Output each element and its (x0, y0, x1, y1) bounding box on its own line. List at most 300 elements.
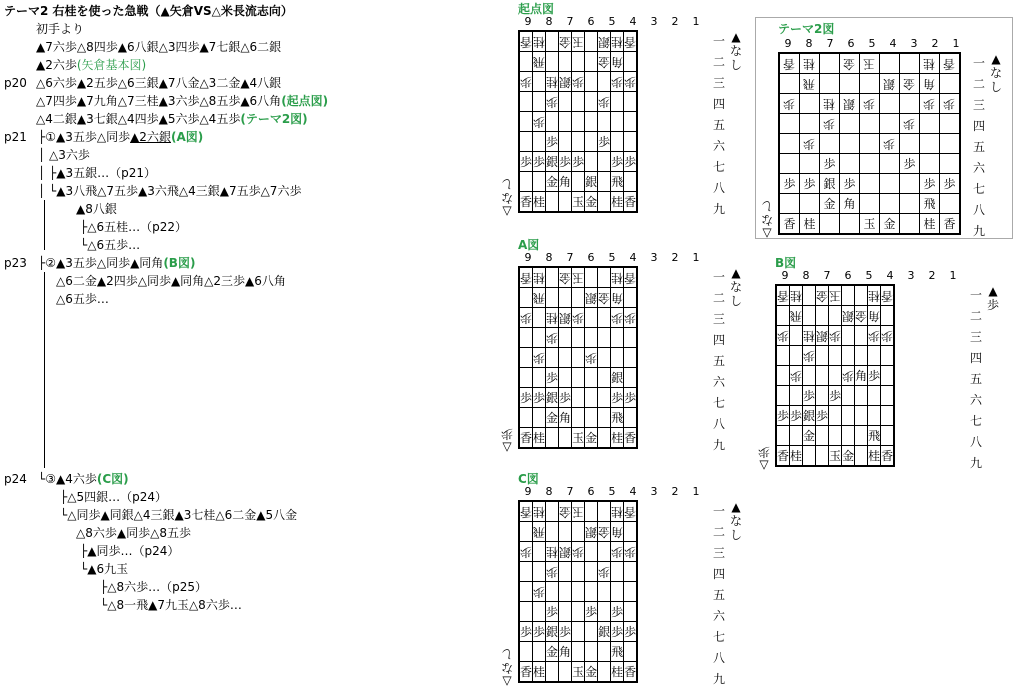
board-square (624, 308, 638, 328)
board-square (533, 112, 546, 132)
column-label: 6 (587, 15, 595, 28)
row-label: 六 (712, 139, 725, 153)
sente-pawn: 歩 (816, 408, 829, 423)
sente-gold: 金 (823, 196, 836, 211)
gote-lance: 香 (881, 288, 894, 303)
hand-char: な (989, 66, 1002, 80)
board-square (624, 72, 638, 92)
board-square-empty (881, 306, 895, 326)
board-square-empty (816, 346, 829, 366)
gote-lance: 香 (520, 270, 533, 285)
sente-pawn: 歩 (624, 390, 637, 405)
board-square (519, 152, 533, 172)
board-square (881, 326, 895, 346)
sente-knight: 桂 (611, 194, 624, 209)
row-label: 五 (712, 118, 725, 132)
column-label: 5 (608, 15, 616, 28)
board-square (803, 386, 816, 406)
board-square-empty (829, 406, 842, 426)
board-square (533, 348, 546, 368)
board-square-empty (840, 74, 860, 94)
sente-pawn: 歩 (823, 156, 836, 171)
board-square (519, 542, 533, 562)
column-label: 2 (931, 37, 939, 50)
diagram-ref: (C図) (96, 472, 129, 486)
board-square (816, 406, 829, 426)
board-square-empty (572, 92, 585, 112)
gote-pawn: 歩 (863, 96, 876, 111)
gote-silver: 銀 (816, 328, 829, 343)
sente-king: 玉 (829, 448, 842, 463)
sente-pawn: 歩 (546, 134, 559, 149)
board-square-empty (585, 31, 598, 52)
board-square (624, 622, 638, 642)
board-square (559, 408, 572, 428)
board-square-empty (546, 522, 559, 542)
board-square-empty (611, 582, 624, 602)
board-square (546, 542, 559, 562)
board-square (572, 308, 585, 328)
board-square (829, 326, 842, 346)
sente-bishop: 角 (843, 196, 856, 211)
gote-lance: 香 (624, 270, 637, 285)
gote-pawn: 歩 (585, 350, 598, 365)
board-square-empty (829, 306, 842, 326)
column-label: 3 (910, 37, 918, 50)
board-square-empty (546, 52, 559, 72)
board-square (546, 388, 559, 408)
sente-knight: 桂 (790, 448, 803, 463)
board-square-empty (840, 214, 860, 235)
sente-pawn: 歩 (520, 154, 533, 169)
column-label: 4 (629, 251, 637, 264)
board-square-empty (920, 114, 940, 134)
row-label: 五 (712, 354, 725, 368)
board-square-empty (519, 522, 533, 542)
board-square-empty (820, 214, 840, 235)
board-square (572, 501, 585, 522)
row-label: 四 (712, 567, 725, 581)
board-square (519, 428, 533, 449)
board-square-empty (900, 174, 920, 194)
board-square-empty (855, 386, 868, 406)
board-square-empty (624, 52, 638, 72)
board-square-empty (546, 267, 559, 288)
board-square (546, 328, 559, 348)
gote-knight: 桂 (533, 34, 546, 49)
board-square-empty (519, 172, 533, 192)
board-square-empty (842, 326, 855, 346)
board-square (940, 53, 961, 74)
board-square-empty (624, 408, 638, 428)
board-square (790, 406, 803, 426)
board-square (881, 446, 895, 467)
gote-bishop: 角 (611, 54, 624, 69)
board-square-empty (860, 74, 880, 94)
board-square-empty (572, 408, 585, 428)
board-square (585, 348, 598, 368)
board-square (776, 285, 790, 306)
move-text: ▲2六銀 (130, 130, 171, 144)
board-square-empty (920, 154, 940, 174)
board-square (533, 267, 546, 288)
board-square (533, 522, 546, 542)
board-square-empty (585, 501, 598, 522)
row-label: 三 (712, 546, 725, 560)
board-square-empty (820, 134, 840, 154)
board-square (860, 53, 880, 74)
board-square (855, 366, 868, 386)
sente-pawn: 歩 (546, 370, 559, 385)
move-text: △4二銀▲3七銀△4四歩▲5六歩△4五歩 (36, 112, 241, 126)
hand-char: し (729, 294, 742, 308)
board-square-empty (585, 112, 598, 132)
board-square (559, 542, 572, 562)
board-square (611, 52, 624, 72)
board-square-empty (572, 582, 585, 602)
sente-pawn: 歩 (624, 624, 637, 639)
gote-pawn: 歩 (546, 94, 559, 109)
gote-pawn: 歩 (923, 96, 936, 111)
sente-pawn: 歩 (624, 154, 637, 169)
gote-knight: 桂 (823, 96, 836, 111)
sente-pawn: 歩 (585, 604, 598, 619)
row-label: 一 (969, 288, 982, 302)
move-line: └△同歩▲同銀△4三銀▲3七桂△6二金▲5八金 (60, 508, 298, 522)
gote-pawn: 歩 (546, 330, 559, 345)
board-square-empty (585, 72, 598, 92)
shogi-board (518, 30, 638, 213)
column-label: 2 (928, 269, 936, 282)
board-square (572, 72, 585, 92)
board-square-empty (598, 602, 611, 622)
board-square-empty (585, 388, 598, 408)
sente-silver: 銀 (546, 624, 559, 639)
board-square-empty (880, 94, 900, 114)
board-square (611, 388, 624, 408)
sente-bishop: 角 (559, 410, 572, 425)
sente-pawn: 歩 (611, 604, 624, 619)
row-label: 四 (969, 351, 982, 365)
board-square-empty (790, 346, 803, 366)
move-line: │ ├▲3五銀…（p21） (38, 166, 157, 180)
hand-char: し (729, 58, 742, 72)
board-square-empty (559, 92, 572, 112)
board-square (855, 306, 868, 326)
gote-pawn: 歩 (598, 564, 611, 579)
row-label: 五 (972, 140, 985, 154)
board-square (868, 285, 881, 306)
board-square (776, 406, 790, 426)
hand-char: な (729, 514, 742, 528)
board-square-empty (803, 446, 816, 467)
board-square-empty (559, 368, 572, 388)
board-square-empty (519, 328, 533, 348)
board-square-empty (585, 542, 598, 562)
column-label: 8 (802, 269, 810, 282)
hand-char: し (501, 647, 514, 661)
board-square (920, 53, 940, 74)
board-square-empty (855, 426, 868, 446)
board-square-empty (598, 428, 611, 449)
board-square (598, 92, 611, 112)
sente-pawn: 歩 (559, 624, 572, 639)
page-number: p21 (4, 130, 27, 144)
column-label: 1 (692, 251, 700, 264)
board-square-empty (624, 522, 638, 542)
board-square-empty (572, 288, 585, 308)
board-square-empty (546, 288, 559, 308)
sente-silver: 銀 (823, 176, 836, 191)
board-square-empty (533, 542, 546, 562)
board-square (559, 172, 572, 192)
move-line: ▲7六歩△8四歩▲6八銀△3四歩▲7七銀△6二銀 (36, 40, 282, 54)
sente-bishop: 角 (559, 174, 572, 189)
row-label: 九 (969, 456, 982, 470)
board-square (546, 562, 559, 582)
hand-char: △ (502, 675, 512, 689)
board-square (598, 132, 611, 152)
board-square-empty (519, 562, 533, 582)
board-square-empty (598, 72, 611, 92)
sente-hand (989, 52, 1003, 94)
board-square-empty (585, 267, 598, 288)
board-square (533, 428, 546, 449)
board-square-empty (881, 406, 895, 426)
sente-gold: 金 (585, 194, 598, 209)
column-label: 7 (566, 15, 574, 28)
shogi-board (518, 266, 638, 449)
move-text: ├①▲3五歩△同歩 (38, 130, 131, 144)
gote-pawn: 歩 (546, 564, 559, 579)
board-square (624, 192, 638, 213)
sente-lance: 香 (783, 216, 796, 231)
gote-knight: 桂 (923, 56, 936, 71)
column-label: 1 (692, 15, 700, 28)
board-square-empty (776, 346, 790, 366)
board-square (533, 501, 546, 522)
hand-char: 歩 (986, 298, 999, 312)
gote-gold: 金 (559, 504, 572, 519)
gote-pawn: 歩 (572, 544, 585, 559)
diagram-ref: (起点図) (281, 94, 329, 108)
board-square-empty (598, 582, 611, 602)
board-square-empty (519, 112, 533, 132)
board-square-empty (624, 288, 638, 308)
sente-silver: 銀 (803, 408, 816, 423)
board-square (611, 408, 624, 428)
gote-pawn: 歩 (868, 328, 881, 343)
board-square-empty (572, 368, 585, 388)
row-label: 五 (712, 588, 725, 602)
board-square (546, 602, 559, 622)
board-square-empty (519, 288, 533, 308)
sente-pawn: 歩 (598, 134, 611, 149)
hand-char: し (989, 80, 1002, 94)
row-label: 三 (969, 330, 982, 344)
board-square (519, 501, 533, 522)
board-square-empty (533, 132, 546, 152)
column-label: 8 (545, 251, 553, 264)
board-square-empty (881, 386, 895, 406)
row-label: 七 (712, 630, 725, 644)
board-square (559, 622, 572, 642)
row-label: 三 (712, 312, 725, 326)
board-square (779, 174, 800, 194)
board-square (559, 152, 572, 172)
board-square-empty (779, 114, 800, 134)
board-square (533, 388, 546, 408)
board-square (533, 192, 546, 213)
board-square-empty (624, 132, 638, 152)
board-title: テーマ2図 (778, 22, 835, 36)
board-square (790, 285, 803, 306)
gote-pawn: 歩 (572, 74, 585, 89)
page-title: テーマ2 右桂を使った急戦（▲矢倉VS△米長流志向） (4, 4, 293, 18)
sente-knight: 桂 (803, 216, 816, 231)
board-square-empty (611, 92, 624, 112)
row-label: 二 (972, 77, 985, 91)
board-square (611, 172, 624, 192)
gote-pawn: 歩 (803, 348, 816, 363)
board-square-empty (855, 346, 868, 366)
move-line: △6六歩▲2五歩△6三銀▲7八金△3二金▲4八銀 (36, 76, 282, 90)
row-label: 七 (969, 414, 982, 428)
sente-gold: 金 (803, 428, 816, 443)
row-label: 二 (712, 291, 725, 305)
diagram-ref: (矢倉基本図) (76, 58, 147, 72)
gote-hand (760, 199, 774, 241)
hand-char: △ (502, 205, 512, 219)
board-square-empty (880, 174, 900, 194)
board-square (598, 52, 611, 72)
sente-pawn: 歩 (559, 154, 572, 169)
board-square (900, 114, 920, 134)
sente-silver: 銀 (611, 370, 624, 385)
board-square (533, 31, 546, 52)
board-square (800, 214, 820, 235)
board-square-empty (572, 602, 585, 622)
board-square (611, 501, 624, 522)
board-square (624, 152, 638, 172)
move-line (36, 110, 308, 128)
board-square (585, 662, 598, 683)
gote-pawn: 歩 (790, 368, 803, 383)
move-line: △6二金▲2四歩△同歩▲同角△2三歩▲6八角 (56, 274, 286, 288)
page-number: p23 (4, 256, 27, 270)
gote-pawn: 歩 (572, 310, 585, 325)
board-square-empty (533, 602, 546, 622)
board-square-empty (829, 426, 842, 446)
sente-pawn: 歩 (546, 604, 559, 619)
board-square (900, 154, 920, 174)
gote-pawn: 歩 (829, 328, 842, 343)
row-label: 八 (712, 651, 725, 665)
board-square-empty (585, 622, 598, 642)
board-square-empty (598, 152, 611, 172)
sente-pawn: 歩 (803, 176, 816, 191)
sente-silver: 銀 (546, 154, 559, 169)
board-square-empty (790, 426, 803, 446)
gote-silver: 銀 (842, 308, 855, 323)
board-square-empty (598, 368, 611, 388)
hand-char: な (501, 191, 514, 205)
row-label: 六 (712, 609, 725, 623)
board-square-empty (533, 408, 546, 428)
board-square (533, 622, 546, 642)
board-square-empty (779, 154, 800, 174)
gote-lance: 香 (777, 288, 790, 303)
sente-king: 玉 (572, 664, 585, 679)
board-square-empty (533, 172, 546, 192)
gote-pawn: 歩 (823, 116, 836, 131)
board-square (546, 132, 559, 152)
gote-pawn: 歩 (611, 544, 624, 559)
hand-char: 歩 (758, 445, 771, 459)
move-line: │ └▲3八飛△7五歩▲3六飛△4三銀▲7五歩△7六歩 (38, 184, 302, 198)
row-label: 一 (712, 270, 725, 284)
board-square (860, 214, 880, 235)
sente-knight: 桂 (533, 430, 546, 445)
board-square-empty (559, 328, 572, 348)
board-square (572, 31, 585, 52)
board-square (800, 53, 820, 74)
board-square-empty (855, 446, 868, 467)
board-square-empty (519, 348, 533, 368)
board-square-empty (585, 92, 598, 112)
board-square-empty (880, 53, 900, 74)
column-label: 9 (784, 37, 792, 50)
column-label: 6 (587, 485, 595, 498)
move-line (36, 56, 146, 74)
board-square-empty (624, 562, 638, 582)
board-square (779, 53, 800, 74)
board-square (940, 174, 961, 194)
column-label: 7 (566, 485, 574, 498)
board-square-empty (840, 114, 860, 134)
row-label: 八 (969, 435, 982, 449)
gote-lance: 香 (783, 56, 796, 71)
column-label: 5 (608, 251, 616, 264)
board-square-empty (860, 154, 880, 174)
board-square-empty (900, 53, 920, 74)
board-square-empty (519, 52, 533, 72)
board-square (624, 662, 638, 683)
row-label: 八 (712, 181, 725, 195)
shogi-board (518, 500, 638, 683)
move-line: ▲8八銀 (76, 202, 117, 216)
board-square (624, 542, 638, 562)
board-square-empty (816, 386, 829, 406)
board-square-empty (585, 328, 598, 348)
sente-gold: 金 (546, 174, 559, 189)
board-square-empty (940, 194, 961, 214)
board-square-empty (533, 72, 546, 92)
board-square-empty (598, 172, 611, 192)
column-label: 1 (692, 485, 700, 498)
board-square-empty (598, 267, 611, 288)
column-label: 3 (650, 15, 658, 28)
board-square-empty (900, 94, 920, 114)
gote-rook: 飛 (790, 308, 803, 323)
board-square-empty (572, 132, 585, 152)
column-label: 3 (650, 251, 658, 264)
board-square-empty (585, 152, 598, 172)
board-square (519, 662, 533, 683)
gote-pawn: 歩 (783, 96, 796, 111)
column-label: 8 (545, 15, 553, 28)
column-label: 9 (524, 15, 532, 28)
